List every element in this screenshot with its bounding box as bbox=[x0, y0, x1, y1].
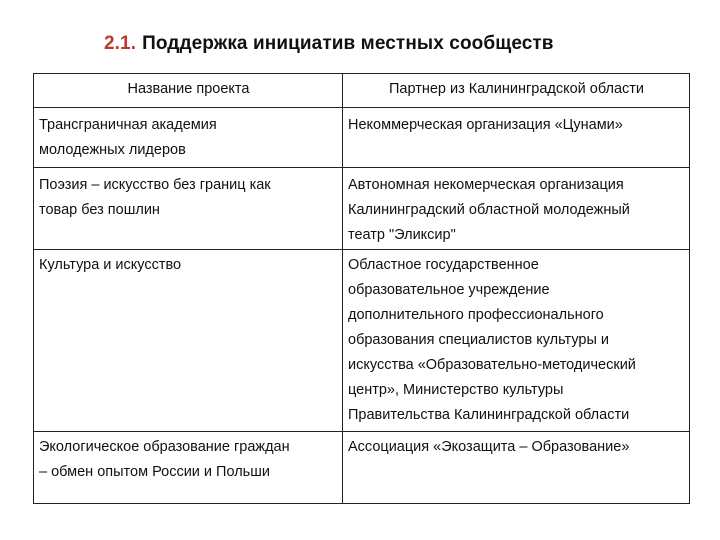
cell-line: образовательное учреждение bbox=[348, 282, 550, 298]
cell-line: центр», Министерство культуры bbox=[348, 382, 564, 398]
table-header-row bbox=[34, 74, 690, 108]
partner-cell bbox=[343, 250, 690, 432]
cell-line: Областное государственное bbox=[348, 257, 539, 273]
cell-line: Калининградский областной молодежный bbox=[348, 202, 630, 218]
header-project-name: Название проекта bbox=[34, 74, 343, 108]
cell-line: дополнительного профессионального bbox=[348, 307, 604, 323]
cell-line: Ассоциация «Экозащита – Образование» bbox=[348, 439, 630, 455]
header-partner: Партнер из Калининградской области bbox=[343, 74, 690, 108]
cell-line: театр "Эликсир" bbox=[348, 227, 456, 243]
table-row bbox=[34, 250, 690, 432]
project-cell bbox=[34, 168, 343, 250]
cell-line: Экологическое образование граждан bbox=[39, 439, 290, 455]
project-cell bbox=[34, 250, 343, 432]
section-number: 2.1. bbox=[104, 33, 137, 54]
projects-table bbox=[33, 73, 690, 504]
project-cell bbox=[34, 432, 343, 504]
page-title bbox=[104, 33, 554, 55]
cell-line: Трансграничная академия bbox=[39, 117, 217, 133]
partner-cell bbox=[343, 108, 690, 168]
table-row bbox=[34, 432, 690, 504]
table-row bbox=[34, 108, 690, 168]
cell-line: молодежных лидеров bbox=[39, 142, 186, 158]
cell-line: Поэзия – искусство без границ как bbox=[39, 177, 271, 193]
cell-line: товар без пошлин bbox=[39, 202, 160, 218]
partner-cell bbox=[343, 168, 690, 250]
section-title-text: Поддержка инициатив местных сообществ bbox=[142, 33, 554, 54]
project-cell bbox=[34, 108, 343, 168]
cell-line: Некоммерческая организация «Цунами» bbox=[348, 117, 623, 133]
cell-line: Автономная некомерческая организация bbox=[348, 177, 624, 193]
cell-line: Правительства Калининградской области bbox=[348, 407, 630, 423]
cell-line: искусства «Образовательно-методический bbox=[348, 357, 636, 373]
partner-cell bbox=[343, 432, 690, 504]
cell-line: – обмен опытом России и Польши bbox=[39, 464, 270, 480]
table-row bbox=[34, 168, 690, 250]
cell-line: Культура и искусство bbox=[39, 257, 182, 273]
cell-line: образования специалистов культуры и bbox=[348, 332, 610, 348]
